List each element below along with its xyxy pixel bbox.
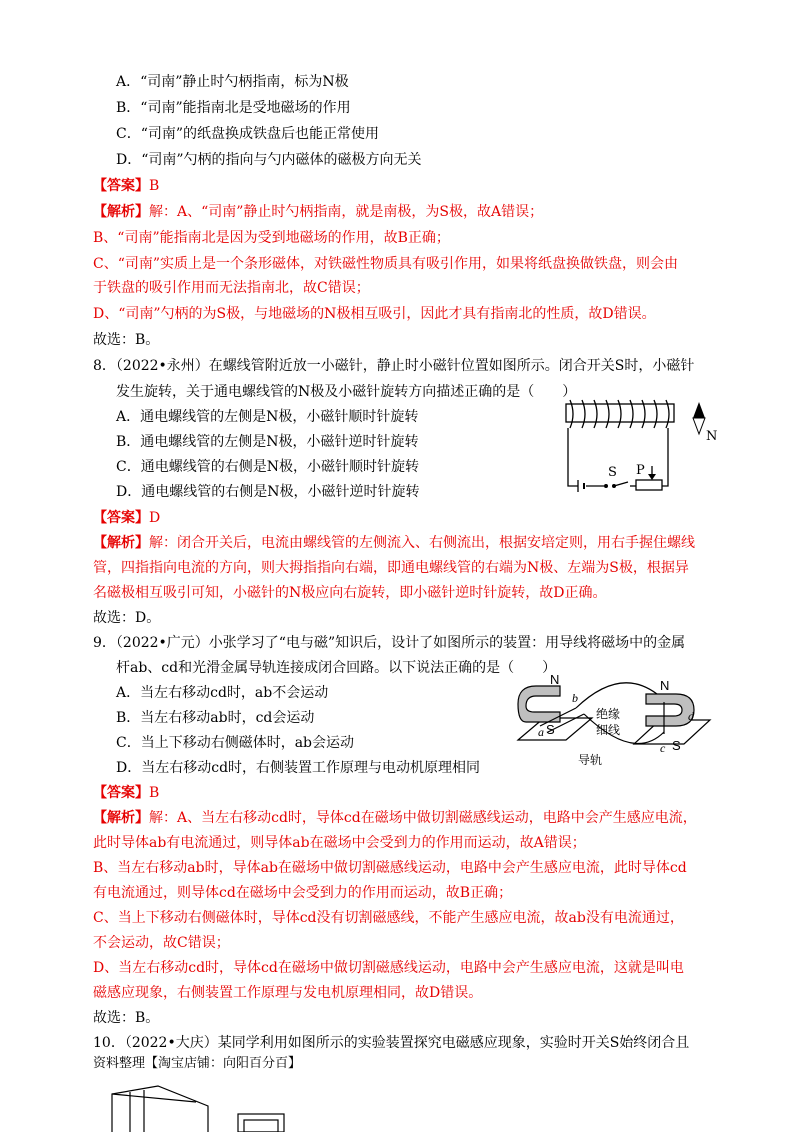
right-magnet bbox=[646, 694, 694, 726]
compass-n-label: N bbox=[706, 429, 718, 444]
slider-arrow bbox=[648, 474, 656, 480]
q8-analysis-line-1 bbox=[93, 533, 695, 553]
q7-option-a: A．“司南”静止时勺柄指南，标为N极 bbox=[116, 74, 349, 90]
q7-option-d: D．“司南”勺柄的指向与勺内磁体的磁极方向无关 bbox=[116, 152, 422, 168]
q7-analysis-line-4: 于铁盘的吸引作用而无法指南北，故C错误； bbox=[93, 280, 370, 296]
insulated-label: 绝缘 bbox=[596, 707, 621, 721]
analysis-tag: 【解析】 bbox=[93, 204, 149, 220]
left-magnet bbox=[518, 686, 560, 722]
left-s-label: S bbox=[546, 722, 555, 737]
q8-option-b: B．通电螺线管的左侧是N极，小磁针逆时针旋转 bbox=[116, 434, 419, 450]
compass-needle-north bbox=[693, 402, 705, 418]
answer-value: B bbox=[149, 178, 160, 194]
q10-apparatus-figure bbox=[100, 1080, 300, 1132]
q8-answer bbox=[93, 508, 160, 528]
left-n-label: N bbox=[550, 672, 560, 687]
point-d-label: d bbox=[688, 709, 694, 723]
analysis-tag: 【解析】 bbox=[93, 810, 149, 826]
q7-analysis-line-2: B、“司南”能指南北是因为受到地磁场的作用，故B正确； bbox=[93, 230, 450, 246]
switch-s-label: S bbox=[608, 465, 617, 480]
q7-choice: 故选：B。 bbox=[93, 332, 160, 348]
right-n-label: N bbox=[660, 678, 670, 693]
q8-analysis-line-2: 管，四指指向电流的方向，则大拇指指向右端，即通电螺线管的右端为N极、左端为S极，根据异 bbox=[93, 560, 689, 576]
switch-lever bbox=[614, 482, 628, 486]
right-s-label: S bbox=[672, 738, 681, 753]
q7-answer bbox=[93, 176, 159, 196]
rail-label: 导轨 bbox=[578, 753, 603, 767]
q9-analysis-line-6: 不会运动，故C错误； bbox=[93, 935, 230, 951]
q8-stem-line-2: 发生旋转，关于通电螺线管的N极及小磁针旋转方向描述正确的是（ ） bbox=[116, 384, 577, 400]
analysis-text: 解：闭合开关后，电流由螺线管的左侧流入、右侧流出，根据安培定则，用右手握住螺线 bbox=[149, 535, 695, 551]
analysis-tag: 【解析】 bbox=[93, 535, 149, 551]
rheostat bbox=[636, 480, 662, 490]
wire-right bbox=[662, 428, 668, 486]
q8-choice: 故选：D。 bbox=[93, 610, 161, 626]
answer-tag: 【答案】 bbox=[93, 785, 149, 801]
q7-analysis-line-1 bbox=[93, 202, 543, 222]
galvanometer-box bbox=[238, 1114, 284, 1132]
wire-left bbox=[568, 428, 578, 486]
q9-option-c: C．当上下移动右侧磁体时，ab会运动 bbox=[116, 735, 355, 751]
q9-choice: 故选：B。 bbox=[93, 1010, 160, 1026]
q9-stem-line-2: 杆ab、cd和光滑金属导轨连接成闭合回路。以下说法正确的是（ ） bbox=[116, 660, 557, 676]
q9-analysis-line-4: 有电流通过，则导体cd在磁场中会受到力的作用而运动，故B正确； bbox=[93, 885, 513, 901]
q10-stem-line-1: 10．（2022•大庆）某同学利用如图所示的实验装置探究电磁感应现象，实验时开关S始终闭合且 bbox=[93, 1035, 690, 1051]
q7-analysis-line-3: C、“司南”实质上是一个条形磁体，对铁磁性物质具有吸引作用，如果将纸盘换做铁盘，则会由 bbox=[93, 256, 679, 272]
q7-analysis-line-5: D、“司南”勺柄的为S极，与地磁场的N极相互吸引，因此才具有指南北的性质，故D错误。 bbox=[93, 306, 656, 322]
q9-stem-line-1: 9．（2022•广元）小张学习了“电与磁”知识后，设计了如图所示的装置：用导线将磁场中的金属 bbox=[93, 635, 686, 651]
analysis-text: 解：A、当左右移动cd时，导体cd在磁场中做切割磁感线运动，电路中会产生感应电流， bbox=[149, 810, 697, 826]
q9-analysis-line-5: C、当上下移动右侧磁体时，导体cd没有切割磁感线，不能产生感应电流，故ab没有电流通过， bbox=[93, 910, 684, 926]
compass-needle-south bbox=[693, 418, 705, 434]
q9-analysis-line-1 bbox=[93, 808, 697, 828]
rheostat-p-label: P bbox=[636, 463, 645, 478]
q8-option-d: D．通电螺线管的右侧是N极，小磁针逆时针旋转 bbox=[116, 484, 420, 500]
q9-analysis-line-3: B、当左右移动ab时，导体ab在磁场中做切割磁感线运动，电路中会产生感应电流，此时导体cd bbox=[93, 860, 687, 876]
q7-option-b: B．“司南”能指南北是受地磁场的作用 bbox=[116, 100, 351, 116]
q9-analysis-line-2: 此时导体ab有电流通过，则导体ab在磁场中会受到力的作用而运动，故A错误； bbox=[93, 835, 586, 851]
q9-answer bbox=[93, 783, 159, 803]
q9-option-a: A．当左右移动cd时，ab不会运动 bbox=[116, 685, 329, 701]
thin-wire-label: 细线 bbox=[596, 723, 621, 737]
switch-contact-left bbox=[604, 484, 608, 488]
q9-analysis-line-7: D、当左右移动cd时，导体cd在磁场中做切割磁感线运动，电路中会产生感应电流，这就是叫电 bbox=[93, 960, 684, 976]
q9-option-b: B．当左右移动ab时，cd会运动 bbox=[116, 710, 315, 726]
point-b-label: b bbox=[572, 691, 578, 705]
point-c-label: c bbox=[660, 741, 666, 755]
answer-tag: 【答案】 bbox=[93, 510, 149, 526]
magnet-rails-figure bbox=[514, 672, 714, 772]
q9-option-d: D．当左右移动cd时，右侧装置工作原理与电动机原理相同 bbox=[116, 760, 481, 776]
answer-value: B bbox=[149, 785, 160, 801]
answer-value: D bbox=[149, 510, 161, 526]
source-footer: 资料整理【淘宝店铺：向阳百分百】 bbox=[93, 1056, 302, 1071]
apparatus-frame bbox=[112, 1086, 208, 1132]
q8-analysis-line-3: 名磁极相互吸引可知，小磁针的N极应向右旋转，即小磁针逆时针旋转，故D正确。 bbox=[93, 585, 607, 601]
q8-stem-line-1: 8．（2022•永州）在螺线管附近放一小磁针，静止时小磁针位置如图所示。闭合开关S时，小磁针 bbox=[93, 358, 695, 374]
point-a-label: a bbox=[538, 725, 544, 739]
answer-tag: 【答案】 bbox=[93, 178, 149, 194]
switch-contact-right bbox=[612, 484, 616, 488]
solenoid-circuit-figure bbox=[556, 394, 716, 498]
q9-analysis-line-8: 磁感应现象，右侧装置工作原理与发电机原理相同，故D错误。 bbox=[93, 985, 483, 1001]
q8-option-c: C．通电螺线管的右侧是N极，小磁针顺时针旋转 bbox=[116, 459, 419, 475]
analysis-text: 解：A、“司南”静止时勺柄指南，就是南极，为S极，故A错误； bbox=[149, 204, 544, 220]
galvanometer-dial bbox=[244, 1120, 278, 1132]
q7-option-c: C．“司南”的纸盘换成铁盘后也能正常使用 bbox=[116, 126, 380, 142]
q8-option-a: A．通电螺线管的左侧是N极，小磁针顺时针旋转 bbox=[116, 409, 419, 425]
